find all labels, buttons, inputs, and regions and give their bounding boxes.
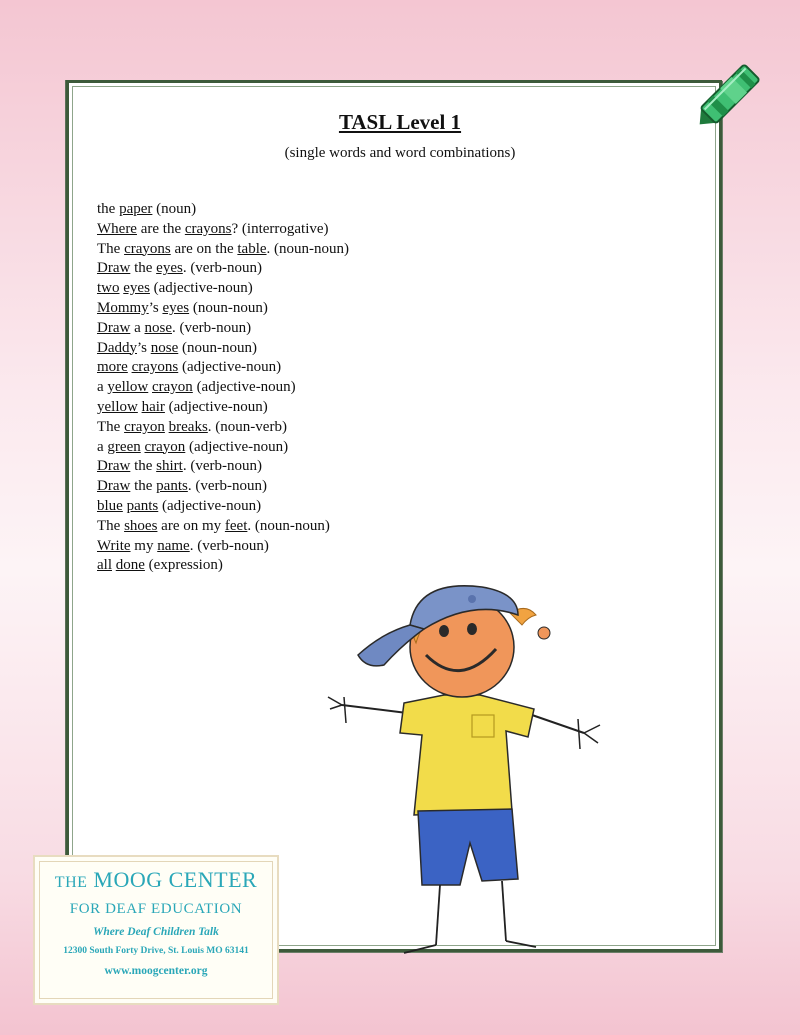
page-subtitle: (single words and word combinations) bbox=[284, 145, 516, 161]
phrase-text: . (noun-noun) bbox=[247, 517, 330, 534]
underlined-word: crayons bbox=[124, 240, 171, 257]
logo-address: 12300 South Forty Drive, St. Louis MO 63141 bbox=[63, 946, 249, 956]
underlined-word: done bbox=[115, 557, 145, 574]
phrase-text: (noun) bbox=[152, 201, 197, 217]
underlined-word: Draw bbox=[97, 458, 131, 475]
phrase-text: . (noun-verb) bbox=[207, 418, 287, 435]
phrase-text: are on the bbox=[174, 240, 234, 257]
phrase-item bbox=[97, 378, 349, 398]
phrase-item bbox=[97, 497, 349, 517]
phrase-text: the bbox=[97, 201, 120, 217]
phrase-item bbox=[97, 398, 349, 418]
phrase-text: . (noun-noun) bbox=[266, 240, 350, 257]
underlined-word: eyes bbox=[162, 299, 190, 316]
phrase-text: . (verb-noun) bbox=[172, 319, 252, 336]
moog-center-logo bbox=[33, 855, 279, 1005]
phrase-item bbox=[97, 358, 349, 378]
phrase-item bbox=[97, 537, 349, 557]
underlined-word: shoes bbox=[124, 517, 158, 534]
phrase-item bbox=[97, 240, 349, 260]
phrase-text: are on my bbox=[157, 517, 225, 534]
underlined-word: Mommy bbox=[97, 299, 149, 316]
underlined-word: crayon bbox=[152, 379, 193, 396]
underlined-word: breaks bbox=[168, 418, 208, 435]
underlined-word: two bbox=[97, 280, 120, 297]
underlined-word: Draw bbox=[97, 478, 131, 495]
underlined-word: hair bbox=[141, 398, 165, 415]
phrase-text: (adjective-noun) bbox=[178, 359, 282, 376]
phrase-item bbox=[97, 517, 349, 537]
phrase-text: (adjective-noun) bbox=[149, 280, 253, 297]
underlined-word: pants bbox=[126, 497, 159, 514]
underlined-word: yellow bbox=[97, 398, 138, 415]
underlined-word: Where bbox=[97, 220, 137, 237]
phrase-text: . (verb-noun) bbox=[182, 260, 262, 277]
underlined-word: Write bbox=[97, 537, 131, 554]
underlined-word: eyes bbox=[123, 280, 150, 297]
underlined-word: crayons bbox=[131, 359, 179, 376]
phrase-item bbox=[97, 200, 349, 220]
underlined-word: feet bbox=[224, 517, 248, 534]
logo-subtitle: FOR DEAF EDUCATION bbox=[69, 901, 243, 917]
phrase-item bbox=[97, 279, 349, 299]
phrase-text: The bbox=[97, 240, 125, 257]
underlined-word: Draw bbox=[97, 260, 131, 277]
phrase-item bbox=[97, 457, 349, 477]
phrase-text: The bbox=[97, 418, 125, 435]
phrase-item bbox=[97, 339, 349, 359]
boy-drawing bbox=[322, 585, 612, 957]
underlined-word: Draw bbox=[97, 319, 131, 336]
phrase-text: (adjective-noun) bbox=[192, 379, 296, 396]
page-title: TASL Level 1 bbox=[338, 110, 462, 134]
underlined-word: nose bbox=[150, 339, 179, 356]
underlined-word: nose bbox=[144, 319, 172, 336]
underlined-word: crayon bbox=[124, 418, 165, 435]
phrase-text: ’s bbox=[137, 339, 151, 356]
phrase-item bbox=[97, 220, 349, 240]
green-crayon-icon bbox=[668, 44, 778, 159]
underlined-word: paper bbox=[119, 201, 153, 217]
phrase-item bbox=[97, 556, 349, 576]
phrase-list bbox=[97, 200, 349, 576]
phrase-text: the bbox=[130, 260, 157, 277]
phrase-text: ’s bbox=[148, 299, 163, 316]
phrase-text: (adjective-noun) bbox=[158, 497, 262, 514]
underlined-word: name bbox=[157, 537, 190, 554]
underlined-word: crayon bbox=[144, 438, 186, 455]
underlined-word: yellow bbox=[107, 379, 149, 396]
phrase-text: (noun-noun) bbox=[189, 299, 268, 316]
phrase-item bbox=[97, 418, 349, 438]
underlined-word: green bbox=[107, 438, 141, 455]
underlined-word: more bbox=[97, 359, 128, 376]
logo-website[interactable]: www.moogcenter.org bbox=[104, 965, 208, 977]
logo-tagline: Where Deaf Children Talk bbox=[93, 926, 219, 938]
underlined-word: table bbox=[237, 240, 267, 257]
phrase-text: . (verb-noun) bbox=[182, 458, 262, 475]
phrase-item bbox=[97, 259, 349, 279]
underlined-word: eyes bbox=[156, 260, 183, 277]
phrase-text: . (verb-noun) bbox=[187, 478, 267, 495]
phrase-text: (adjective-noun) bbox=[164, 398, 268, 415]
phrase-item bbox=[97, 319, 349, 339]
underlined-word: Daddy bbox=[97, 339, 137, 356]
phrase-text: the bbox=[130, 458, 157, 475]
phrase-text: a bbox=[97, 379, 108, 396]
underlined-word: crayons bbox=[184, 220, 232, 237]
phrase-item bbox=[97, 477, 349, 497]
phrase-text: (adjective-noun) bbox=[185, 438, 289, 455]
phrase-text: the bbox=[130, 478, 157, 495]
phrase-text: (noun-noun) bbox=[178, 339, 258, 356]
phrase-item bbox=[97, 438, 349, 458]
phrase-text: . (verb-noun) bbox=[189, 537, 269, 554]
underlined-word: shirt bbox=[156, 458, 183, 475]
phrase-text: a bbox=[130, 319, 145, 336]
phrase-text: The bbox=[97, 517, 125, 534]
phrase-text: (expression) bbox=[144, 557, 223, 574]
phrase-text: a bbox=[97, 438, 108, 455]
underlined-word: blue bbox=[97, 497, 123, 514]
phrase-text: ? (interrogative) bbox=[231, 220, 329, 237]
phrase-text: my bbox=[130, 537, 158, 554]
underlined-word: all bbox=[97, 557, 112, 574]
underlined-word: pants bbox=[156, 478, 188, 495]
phrase-item bbox=[97, 299, 349, 319]
logo-title: THE MOOG CENTER bbox=[54, 867, 258, 892]
phrase-text: are the bbox=[136, 220, 185, 237]
